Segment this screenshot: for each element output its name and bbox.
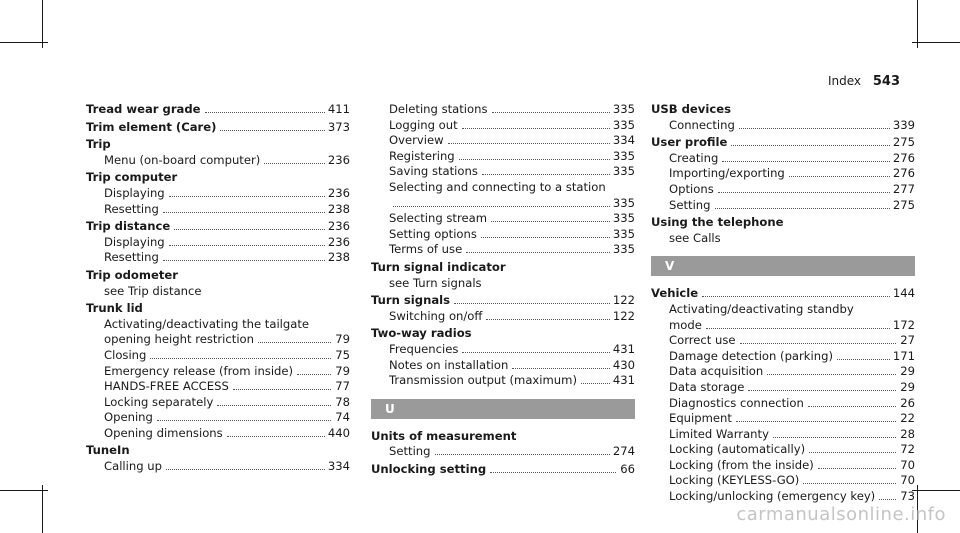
- entry-page-number: 411: [327, 102, 350, 116]
- dot-leader: [803, 483, 896, 484]
- entry-subterm: Emergency release (from inside): [104, 363, 294, 378]
- section-letter-header: V: [651, 256, 915, 276]
- entry-page-number: 70: [900, 457, 915, 472]
- entry-page-number: 22: [900, 411, 915, 426]
- dot-leader: [722, 161, 890, 162]
- entry-subterm: Damage detection (parking): [669, 348, 833, 363]
- index-entry: [651, 396, 915, 412]
- entry-page-number: 431: [612, 341, 635, 356]
- dot-leader: [462, 352, 609, 353]
- dot-leader: [157, 420, 331, 421]
- dot-leader: [491, 221, 610, 222]
- index-entry: [371, 429, 635, 445]
- entry-page-number: 275: [892, 135, 915, 150]
- index-entry: [86, 219, 350, 235]
- index-entry: [86, 170, 350, 186]
- entry-page-number: 29: [900, 364, 915, 379]
- entry-subterm: Correct use: [669, 333, 736, 348]
- dot-leader: [808, 406, 896, 407]
- dot-leader: [809, 452, 896, 453]
- crop-mark: [912, 490, 960, 491]
- entry-subterm: Opening: [104, 410, 153, 425]
- entry-subterm: see Calls: [669, 230, 721, 245]
- entry-term: Turn signal indicator: [371, 259, 506, 274]
- entry-page-number: 70: [900, 473, 915, 488]
- dot-leader: [466, 252, 610, 253]
- dot-leader: [448, 143, 610, 144]
- entry-subterm: Calling up: [104, 459, 162, 474]
- entry-page-number: 276: [892, 150, 915, 165]
- dot-leader: [393, 206, 610, 207]
- index-entry: [86, 186, 350, 202]
- dot-leader: [482, 174, 610, 175]
- entry-page-number: 27: [900, 333, 915, 348]
- index-entry: [86, 395, 350, 411]
- entry-page-number: 26: [900, 395, 915, 410]
- entry-subterm: Opening dimensions: [104, 425, 223, 440]
- entry-page-number: 122: [612, 293, 635, 308]
- entry-page-number: 28: [900, 426, 915, 441]
- entry-term: Trip distance: [86, 219, 171, 234]
- entry-page-number: 276: [892, 166, 915, 181]
- dot-leader: [227, 436, 325, 437]
- index-entry: [86, 202, 350, 218]
- entry-page-number: 172: [892, 317, 915, 332]
- entry-subterm: Notes on installation: [389, 357, 509, 372]
- dot-leader: [736, 421, 896, 422]
- entry-page-number: 72: [900, 442, 915, 457]
- entry-term: Trim element (Care): [86, 119, 217, 134]
- index-entry: [651, 380, 915, 396]
- dot-leader: [169, 245, 325, 246]
- index-entry: [371, 444, 635, 460]
- crop-mark: [912, 42, 960, 43]
- entry-subterm: Importing/exporting: [669, 166, 785, 181]
- index-entry: [371, 242, 635, 258]
- index-entry: [371, 293, 635, 309]
- index-entry: [651, 349, 915, 365]
- index-entry: [651, 442, 915, 458]
- entry-page-number: 77: [335, 379, 350, 394]
- entry-page-number: 277: [892, 181, 915, 196]
- entry-term: User profile: [651, 135, 728, 150]
- index-entry: [371, 373, 635, 389]
- entry-term: Using the telephone: [651, 215, 784, 230]
- entry-page-number: 171: [892, 348, 915, 363]
- entry-page-number: 122: [612, 308, 635, 323]
- dot-leader: [258, 342, 331, 343]
- entry-page-number: 335: [612, 102, 635, 116]
- entry-page-number: 74: [335, 410, 350, 425]
- entry-page-number: 236: [327, 219, 350, 234]
- dot-leader: [220, 130, 324, 131]
- index-entry: [651, 286, 915, 302]
- entry-page-number: 144: [892, 286, 915, 301]
- dot-leader: [454, 303, 610, 304]
- dot-leader: [481, 237, 610, 238]
- entry-subterm: see Trip distance: [104, 283, 202, 298]
- entry-subterm: Registering: [389, 148, 455, 163]
- index-entry: [371, 462, 635, 478]
- entry-term: Turn signals: [371, 293, 451, 308]
- entry-subterm: Locking (automatically): [669, 442, 806, 457]
- index-entry: [651, 473, 915, 489]
- index-entry: [651, 118, 915, 134]
- dot-leader: [879, 499, 896, 500]
- dot-leader: [462, 128, 610, 129]
- index-entry: [371, 342, 635, 358]
- watermark: carmanualsonline.info: [736, 504, 946, 525]
- entry-page-number: 334: [612, 133, 635, 148]
- header-label: Index: [827, 74, 862, 88]
- entry-subterm: Setting: [669, 197, 711, 212]
- entry-term: Trip: [86, 137, 111, 152]
- dot-leader: [789, 176, 890, 177]
- entry-subterm: see Turn signals: [389, 275, 482, 290]
- index-entry: [651, 427, 915, 443]
- entry-subterm: Creating: [669, 150, 719, 165]
- entry-subterm: Resetting: [104, 201, 159, 216]
- dot-leader: [837, 359, 890, 360]
- index-entry: [651, 231, 915, 247]
- entry-term: Trip odometer: [86, 267, 178, 282]
- crop-mark: [917, 0, 918, 48]
- entry-page-number: 238: [327, 201, 350, 216]
- entry-subterm: Saving stations: [389, 164, 478, 179]
- entry-subterm: Limited Warranty: [669, 426, 769, 441]
- index-entry: [86, 268, 350, 284]
- dot-leader: [174, 229, 325, 230]
- index-entry: [651, 411, 915, 427]
- index-column-1: [86, 102, 350, 475]
- dot-leader: [459, 159, 610, 160]
- index-entry: [651, 333, 915, 349]
- dot-leader: [166, 469, 325, 470]
- index-entry: [371, 196, 635, 212]
- dot-leader: [740, 343, 896, 344]
- dot-leader: [490, 472, 616, 473]
- index-entry: [371, 133, 635, 149]
- entry-page-number: 79: [335, 332, 350, 347]
- entry-subterm: opening height restriction: [104, 332, 254, 347]
- index-entry: [371, 211, 635, 227]
- index-entry: [86, 426, 350, 442]
- entry-page-number: 236: [327, 152, 350, 167]
- entry-subterm: Frequencies: [389, 341, 459, 356]
- index-entry: [371, 149, 635, 165]
- entry-page-number: 29: [900, 379, 915, 394]
- index-entry: [86, 120, 350, 136]
- entry-subterm: Closing: [104, 347, 147, 362]
- dot-leader: [702, 296, 890, 297]
- index-entry: [86, 317, 350, 333]
- entry-term: Vehicle: [651, 286, 699, 301]
- crop-mark: [42, 0, 43, 48]
- dot-leader: [818, 468, 896, 469]
- entry-subterm: Locking separately: [104, 394, 214, 409]
- entry-subterm: Transmission output (maximum): [389, 373, 577, 388]
- index-entry: [371, 260, 635, 276]
- entry-term: Unlocking setting: [371, 461, 487, 476]
- entry-subterm: Setting: [389, 444, 431, 459]
- dot-leader: [150, 358, 331, 359]
- entry-page-number: 73: [900, 489, 915, 504]
- index-entry: [86, 364, 350, 380]
- dot-leader: [163, 212, 325, 213]
- entry-subterm: Displaying: [104, 185, 165, 200]
- index-entry: [371, 309, 635, 325]
- entry-page-number: 238: [327, 250, 350, 265]
- index-entry: [651, 135, 915, 151]
- entry-page-number: 66: [620, 461, 635, 476]
- entry-page-number: 335: [612, 242, 635, 257]
- entry-subterm: HANDS-FREE ACCESS: [104, 379, 229, 394]
- index-column-3: [651, 102, 915, 505]
- entry-page-number: 335: [612, 117, 635, 132]
- index-entry: [371, 358, 635, 374]
- index-entry: [651, 215, 915, 231]
- dot-leader: [264, 163, 325, 164]
- entry-subterm: Displaying: [104, 234, 165, 249]
- dot-leader: [715, 208, 890, 209]
- entry-subterm: Connecting: [669, 117, 735, 132]
- entry-page-number: 335: [612, 211, 635, 226]
- dot-leader: [297, 374, 331, 375]
- index-entry: [651, 151, 915, 167]
- entry-subterm: Selecting stream: [389, 211, 488, 226]
- dot-leader: [773, 437, 896, 438]
- page-header: [828, 74, 900, 89]
- index-entry: [86, 332, 350, 348]
- index-entry: [86, 284, 350, 300]
- entry-page-number: 334: [327, 459, 350, 474]
- index-entry: [86, 137, 350, 153]
- entry-term: TuneIn: [86, 443, 130, 458]
- crop-mark: [0, 490, 48, 491]
- entry-subterm: Equipment: [669, 411, 732, 426]
- dot-leader: [581, 383, 610, 384]
- entry-page-number: 335: [612, 164, 635, 179]
- index-entry: [86, 153, 350, 169]
- dot-leader: [217, 405, 331, 406]
- entry-page-number: 236: [327, 234, 350, 249]
- dot-leader: [163, 260, 325, 261]
- dot-leader: [748, 390, 896, 391]
- entry-page-number: 440: [327, 425, 350, 440]
- dot-leader: [718, 192, 890, 193]
- index-entry: [86, 348, 350, 364]
- dot-leader: [492, 112, 610, 113]
- entry-subterm: Overview: [389, 133, 444, 148]
- entry-term: Trip computer: [86, 170, 178, 185]
- index-entry: [86, 459, 350, 475]
- index-entry: [86, 102, 350, 118]
- entry-subterm: mode: [669, 317, 702, 332]
- index-entry: [86, 443, 350, 459]
- entry-page-number: 335: [612, 195, 635, 210]
- index-entry: [651, 198, 915, 214]
- section-letter-header: U: [371, 399, 635, 419]
- entry-subterm: Selecting and connecting to a station: [389, 179, 606, 194]
- index-entry: [651, 102, 915, 118]
- index-column-2: [371, 102, 635, 477]
- index-entry: [651, 302, 915, 318]
- entry-page-number: 78: [335, 394, 350, 409]
- crop-mark: [0, 42, 48, 43]
- entry-term: USB devices: [651, 102, 731, 116]
- index-entry: [371, 276, 635, 292]
- entry-subterm: Activating/deactivating standby: [669, 301, 854, 316]
- entry-subterm: Logging out: [389, 117, 458, 132]
- entry-subterm: Options: [669, 181, 714, 196]
- index-entry: [651, 318, 915, 334]
- index-entry: [651, 489, 915, 505]
- dot-leader: [205, 112, 325, 113]
- dot-leader: [739, 128, 890, 129]
- entry-subterm: Data acquisition: [669, 364, 764, 379]
- entry-page-number: 75: [335, 347, 350, 362]
- entry-subterm: Terms of use: [389, 242, 463, 257]
- index-entry: [86, 301, 350, 317]
- entry-subterm: Menu (on-board computer): [104, 152, 261, 167]
- index-entry: [651, 458, 915, 474]
- entry-subterm: Data storage: [669, 379, 745, 394]
- entry-page-number: 79: [335, 363, 350, 378]
- entry-subterm: Locking (from the inside): [669, 457, 814, 472]
- dot-leader: [435, 454, 610, 455]
- index-entry: [371, 118, 635, 134]
- entry-term: Tread wear grade: [86, 102, 201, 116]
- entry-term: Trunk lid: [86, 301, 143, 316]
- index-entry: [371, 102, 635, 118]
- entry-subterm: Resetting: [104, 250, 159, 265]
- index-entry: [371, 326, 635, 342]
- entry-page-number: 275: [892, 197, 915, 212]
- entry-subterm: Locking (KEYLESS-GO): [669, 473, 800, 488]
- index-entry: [86, 250, 350, 266]
- crop-mark: [42, 485, 43, 533]
- entry-page-number: 431: [612, 373, 635, 388]
- index-entry: [651, 166, 915, 182]
- dot-leader: [706, 328, 890, 329]
- entry-page-number: 335: [612, 148, 635, 163]
- index-entry: [651, 182, 915, 198]
- entry-page-number: 339: [892, 117, 915, 132]
- entry-subterm: Locking/unlocking (emergency key): [669, 489, 876, 504]
- entry-term: Units of measurement: [371, 428, 517, 443]
- entry-page-number: 430: [612, 357, 635, 372]
- index-entry: [86, 235, 350, 251]
- page-number: 543: [872, 74, 900, 89]
- dot-leader: [486, 319, 609, 320]
- entry-subterm: Switching on/off: [389, 308, 483, 323]
- entry-subterm: Diagnostics connection: [669, 395, 804, 410]
- entry-term: Two-way radios: [371, 326, 472, 341]
- dot-leader: [731, 145, 890, 146]
- entry-subterm: Setting options: [389, 226, 477, 241]
- index-entry: [86, 379, 350, 395]
- entry-subterm: Deleting stations: [389, 102, 488, 116]
- index-entry: [371, 164, 635, 180]
- dot-leader: [767, 374, 896, 375]
- index-entry: [371, 227, 635, 243]
- index-entry: [86, 410, 350, 426]
- entry-subterm: Activating/deactivating the tailgate: [104, 316, 310, 331]
- dot-leader: [169, 196, 325, 197]
- entry-page-number: 335: [612, 226, 635, 241]
- entry-page-number: 274: [612, 444, 635, 459]
- index-entry: [371, 180, 635, 196]
- entry-page-number: 373: [327, 119, 350, 134]
- entry-page-number: 236: [327, 185, 350, 200]
- dot-leader: [233, 389, 331, 390]
- dot-leader: [512, 368, 610, 369]
- index-entry: [651, 364, 915, 380]
